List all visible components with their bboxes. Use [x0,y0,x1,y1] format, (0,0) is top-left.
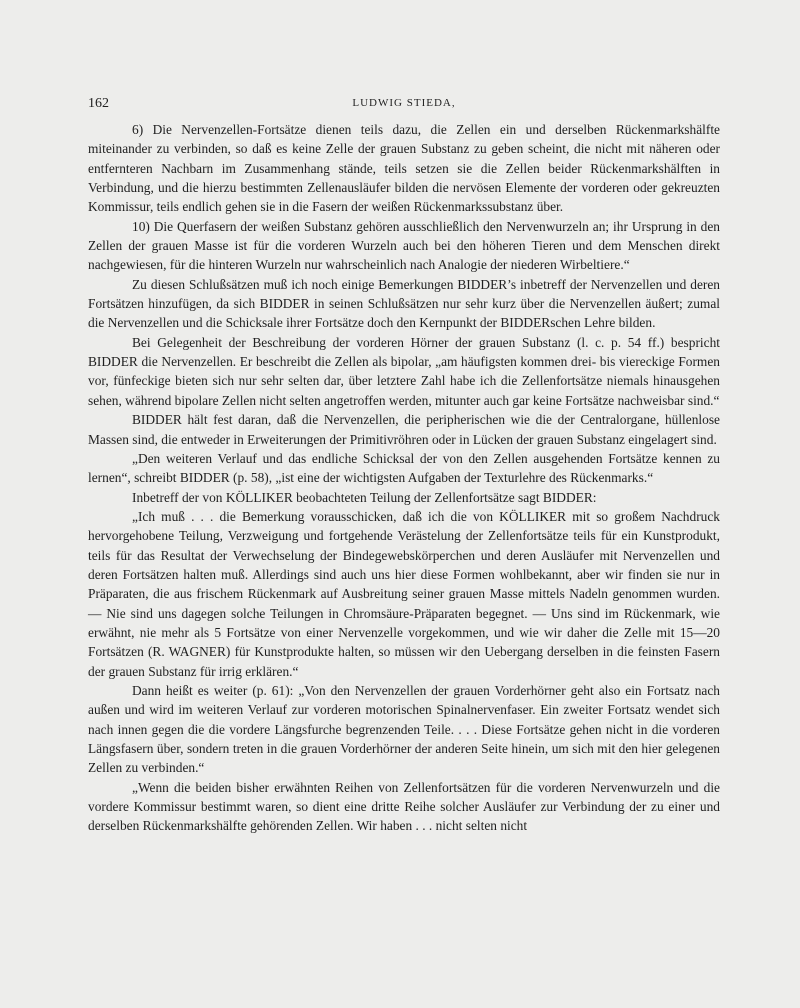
paragraph-10: „Wenn die beiden bisher erwähnten Reihen von Zellenfortsätzen für die vorderen Nervenwurzeln und die vordere Kommissur bestimmt waren, so dient eine dritte Reihe solcher Ausläufer zur Verbindung der zu einer und derselben Rückenmarkshälfte gehörenden Zellen. Wir haben . . . nicht selten nicht [88,779,720,834]
paragraph-9: Dann heißt es weiter (p. 61): „Von den Nervenzellen der grauen Vorderhörner geht also ein Fortsatz nach außen und wird im weiteren Verlauf zur vorderen motorischen Spinalnervenfaser. Ein zweiter Fortsatz wendet sich nach innen gegen die die vordere Längsfurche begrenzenden Teile. . . . Diese Fortsätze gehen nicht in die vorderen Längsfasern über, sondern treten in die grauen Vorderhörner der anderen Seite hinein, um sich mit den hier gelegenen Zellen zu verbinden.“ [88,682,720,776]
page-number: 162 [88,96,109,111]
paragraph-2: 10) Die Querfasern der weißen Substanz gehören ausschließlich den Nervenwurzeln an; ihr Ursprung in den Zellen der grauen Masse ist für die vorderen Wurzeln auch bei den höheren Tieren und dem Menschen direkt nachgewiesen, für die hinteren Wurzeln nur wahrscheinlich nach Analogie der niederen Wirbeltiere.“ [88,218,720,273]
paragraph-5: BIDDER hält fest daran, daß die Nervenzellen, die peripherischen wie die der Centralorgane, hüllenlose Massen sind, die entweder in Erweiterungen der Primitivröhren oder in Lücken der grauen Substanz eingelagert sind. [88,412,720,447]
page-header [88,96,720,116]
body-text [88,120,720,836]
paragraph-6: „Den weiteren Verlauf und das endliche Schicksal der von den Zellen ausgehenden Fortsätze kennen zu lernen“, schreibt BIDDER (p. 58), „ist eine der wichtigsten Aufgaben der Texturlehre des Rückenmarks.“ [88,450,720,486]
paragraph-3: Zu diesen Schlußsätzen muß ich noch einige Bemerkungen BIDDER’s inbetreff der Nervenzellen und deren Fortsätzen hinzufügen, da sich BIDDER in seinen Schlußsätzen nur sehr kurz über die Nervenzellen äußert; zumal die Nervenzellen und die Schicksale ihrer Fortsätze doch den Kernpunkt der BIDDERschen Lehre bilden. [88,276,720,331]
paragraph-7: Inbetreff der von KÖLLIKER beobachteten Teilung der Zellenfortsätze sagt BIDDER: [132,489,597,505]
paragraph-4: Bei Gelegenheit der Beschreibung der vorderen Hörner der grauen Substanz (l. c. p. 54 ff.) bespricht BIDDER die Nervenzellen. Er beschreibt die Zellen als bipolar, „am häufigsten kommen drei- bis viereckige Formen vor, fünfeckige bieten sich nur sehr selten dar, über letztere Zahl habe ich die Zellenfortsätze niemals hinausgehen sehen, während bipolare Zellen nicht selten angetroffen werden, mitunter auch gar keine Fortsätze nachweisbar sind.“ [88,334,720,408]
paragraph-8: „Ich muß . . . die Bemerkung vorausschicken, daß ich die von KÖLLIKER mit so großem Nachdruck hervorgehobene Teilung, Verzweigung und fortgehende Verästelung der Zellenfortsätze teils für ein Kunstprodukt, teils für das Resultat der Verwechselung der Bindegewebskörperchen und deren Ausläufer mit Nervenzellen und deren Fortsätzen halten muß. Allerdings sind auch uns hier diese Formen wohlbekannt, aber wir finden sie nur in Präparaten, die aus frischem Rückenmark auf Ausbreitung seiner grauen Masse mittels Nadeln genommen wurden. — Nie sind uns dagegen solche Teilungen in Chromsäure-Präparaten begegnet. — Uns sind im Rückenmark, wie erwähnt, nie mehr als 5 Fortsätze von einer Nervenzelle vorgekommen, und wie wir daher die Zelle mit 15—20 Fortsätzen (R. WAGNER) für Kunstprodukte halten, so müssen wir den Uebergang derselben in die feinsten Fasern der grauen Substanz für irrig erklären.“ [88,508,720,679]
paragraph-1: 6) Die Nervenzellen-Fortsätze dienen teils dazu, die Zellen ein und derselben Rückenmarkshälfte miteinander zu verbinden, so daß es keine Zelle der grauen Substanz zu geben scheint, die nicht mit näheren oder entfernteren Nachbarn im Zusammenhang stände, teils setzen sie die Zellen beider Rückenmarkshälften in Verbindung, und die hierzu bestimmten Zellenausläufer bilden die nervösen Elemente der vorderen oder gekreuzten Kommissur, teils endlich gehen sie in die Fasern der weißen Rückenmarkssubstanz über. [88,122,720,215]
running-head: LUDWIG STIEDA, [352,97,456,109]
